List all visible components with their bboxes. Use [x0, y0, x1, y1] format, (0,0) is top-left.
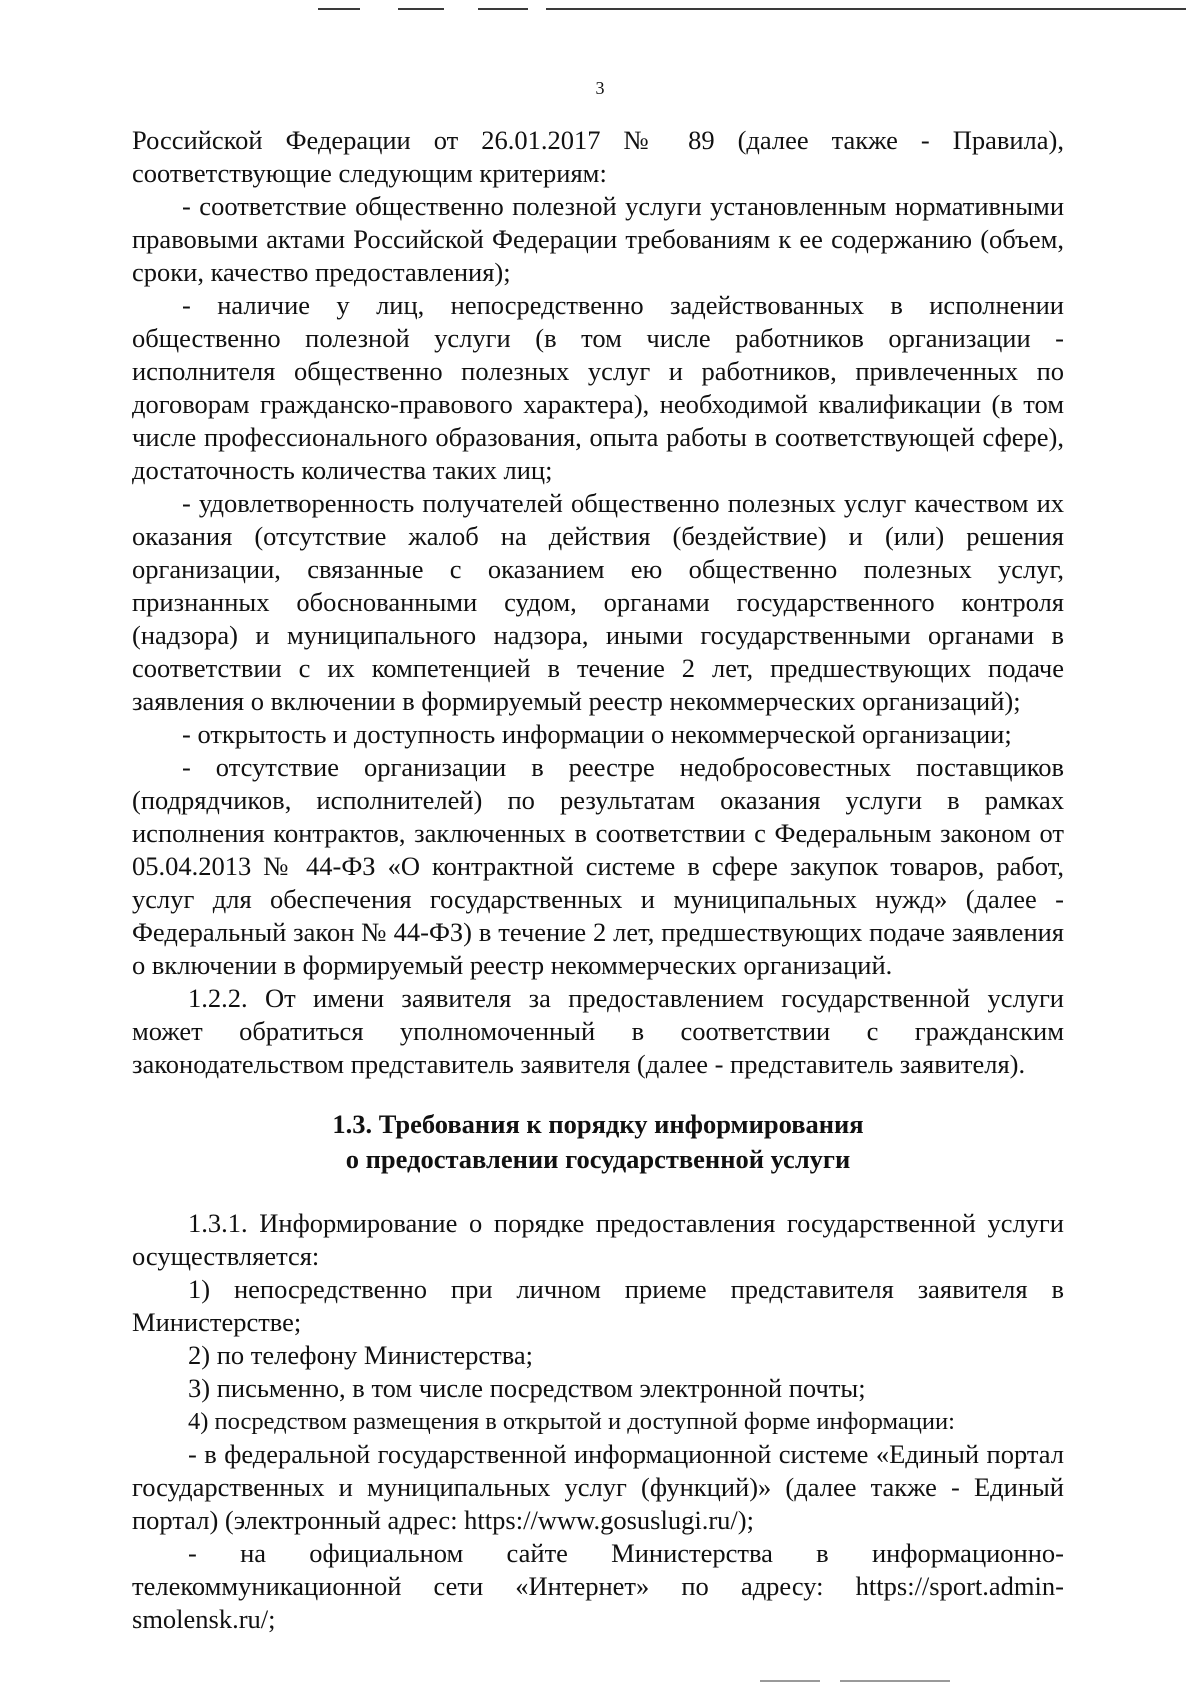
- criteria-item: - открытость и доступность информации о некоммерческой организации;: [182, 719, 1012, 749]
- scan-artifact-line: [840, 1680, 950, 1682]
- paragraph: 1.3.1. Информирование о порядке предоставления государственной услуги осуществляется:: [132, 1208, 1064, 1271]
- page-number: 3: [595, 78, 605, 98]
- section-heading-line: о предоставлении государственной услуги: [345, 1144, 851, 1174]
- list-item: - в федеральной государственной информационной системе «Единый портал государственных и муниципальных услуг (функций)» (далее также - Единый портал) (электронный адрес: https://www.gosuslugi.ru/);: [132, 1439, 1064, 1535]
- list-item: 1) непосредственно при личном приеме представителя заявителя в Министерстве;: [132, 1274, 1064, 1337]
- list-item: - на официальном сайте Министерства в информационно-телекоммуникационной сети «Интернет» по адресу: https://sport.admin-smolensk.ru/;: [132, 1538, 1064, 1634]
- criteria-item: - наличие у лиц, непосредственно задействованных в исполнении общественно полезной услуги (в том числе работников организации - исполнителя общественно полезных услуг и работников, привлеченных по договорам гражданско-правового характера), необходимой квалификации (в том числе профессионального образования, опыта работы в соответствующей сфере), достаточность количества таких лиц;: [132, 290, 1064, 485]
- paragraph: Российской Федерации от 26.01.2017 № 89 (далее также - Правила), соответствующие следующим критериям:: [132, 125, 1064, 188]
- section-heading: [132, 1107, 1064, 1177]
- criteria-item: - удовлетворенность получателей общественно полезных услуг качеством их оказания (отсутствие жалоб на действия (бездействие) и (или) решения организации, связанные с оказанием ею общественно полезных услуг, признанных обоснованными судом, органами государственного контроля (надзора) и муниципального надзора, иными государственными органами в соответствии с их компетенцией в течение 2 лет, предшествующих подаче заявления о включении в формируемый реестр некоммерческих организаций);: [132, 488, 1064, 716]
- list-item: 3) письменно, в том числе посредством электронной почты;: [188, 1373, 866, 1403]
- scan-artifact-line: [398, 8, 444, 10]
- section-heading-line: 1.3. Требования к порядку информирования: [332, 1109, 864, 1139]
- criteria-item: - соответствие общественно полезной услуги установленным нормативными правовыми актами Российской Федерации требованиям к ее содержанию (объем, сроки, качество предоставления);: [132, 191, 1064, 287]
- scan-artifact-line: [318, 8, 360, 10]
- paragraph: 1.2.2. От имени заявителя за предоставлением государственной услуги может обратиться уполномоченный в соответствии с гражданским законодательством представитель заявителя (далее - представитель заявителя).: [132, 983, 1064, 1079]
- document-body: [132, 124, 1064, 1636]
- scan-artifact-line: [546, 8, 1186, 10]
- list-item: 2) по телефону Министерства;: [188, 1340, 533, 1370]
- scan-artifact-line: [478, 8, 528, 10]
- scan-artifact-line: [760, 1680, 820, 1682]
- criteria-item: - отсутствие организации в реестре недобросовестных поставщиков (подрядчиков, исполнителей) по результатам оказания услуги в рамках исполнения контрактов, заключенных в соответствии с Федеральным законом от 05.04.2013 № 44-ФЗ «О контрактной системе в сфере закупок товаров, работ, услуг для обеспечения государственных и муниципальных нужд» (далее - Федеральный закон № 44-ФЗ) в течение 2 лет, предшествующих подаче заявления о включении в формируемый реестр некоммерческих организаций.: [132, 752, 1064, 980]
- list-item: 4) посредством размещения в открытой и доступной форме информации:: [188, 1408, 955, 1435]
